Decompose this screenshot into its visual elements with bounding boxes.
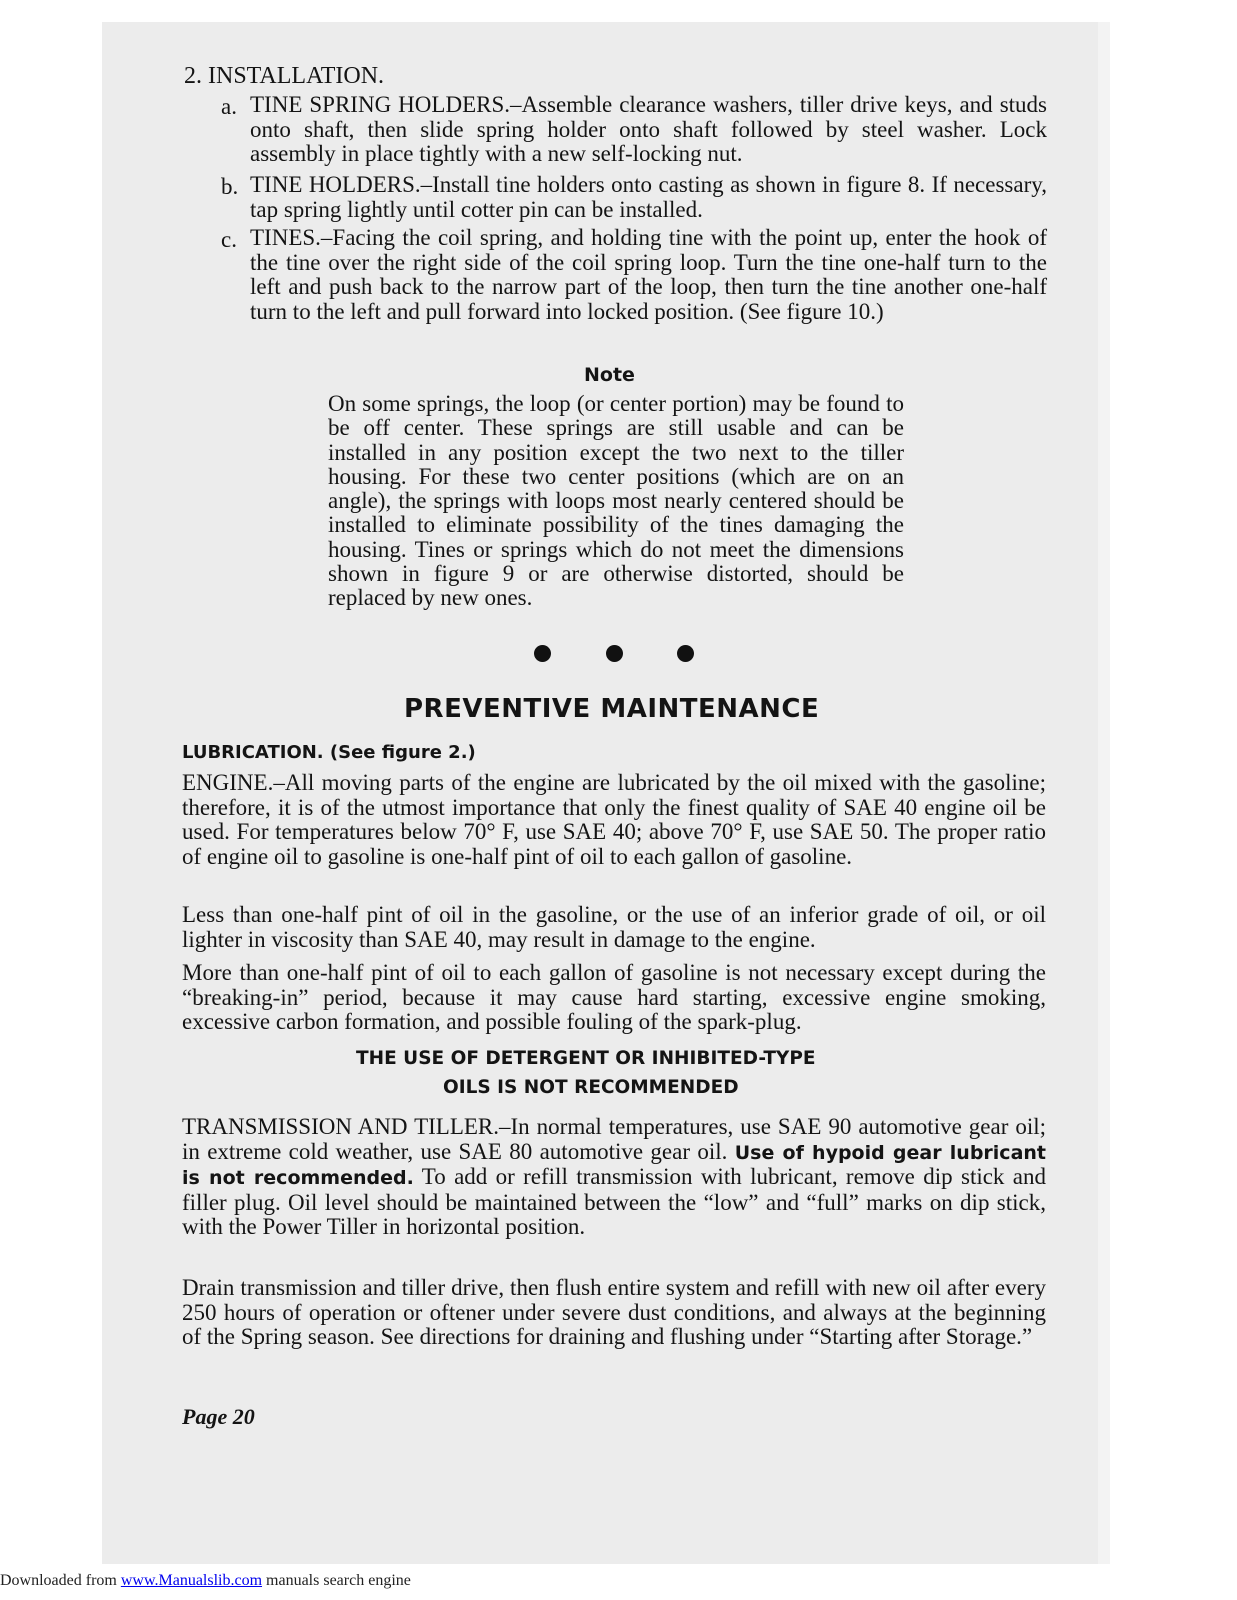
note-text: On some springs, the loop (or center portion) may be found to be off center. These springs are still usable and can be installed in any position except the two next to the tiller housing. For these two center positions (which are on an angle), the springs with loops most nearly centered should be installed to eliminate possibility of the tines damaging the housing. Tines or springs which do not meet the dimensions shown in figure 9 or are otherwise distorted, should be replaced by new ones. bbox=[328, 391, 904, 611]
download-footer bbox=[0, 1572, 411, 1590]
transmission-text-start: TRANSMISSION AND TILLER.–In normal temperatures, use SAE 90 automotive gear oil; in extreme cold weather, use SAE 80 automotive gear oil. bbox=[182, 1114, 1046, 1164]
item-b-label: b. bbox=[221, 174, 239, 199]
footer-prefix: Downloaded from bbox=[0, 1572, 121, 1589]
more-oil-paragraph: More than one-half pint of oil to each gallon of gasoline is not necessary except during the “breaking-in” period, because it may cause hard starting, excessive engine smoking, excessive carbon formation, and possible fouling of the spark-plug. bbox=[182, 960, 1046, 1034]
item-a-text: TINE SPRING HOLDERS.–Assemble clearance washers, tiller drive keys, and studs onto shaft, then slide spring holder onto shaft followed by steel washer. Lock assembly in place tightly with a new self-locking nut. bbox=[250, 92, 1047, 166]
subsection-heading: LUBRICATION. (See figure 2.) bbox=[182, 742, 476, 763]
page-edge bbox=[1098, 22, 1110, 1564]
transmission-paragraph bbox=[182, 1115, 1046, 1240]
transmission-bold-warning: Use of hypoid gear lubricant is not recommended. bbox=[182, 1141, 1047, 1189]
transmission-text-end: To add or refill transmission with lubricant, remove dip stick and filler plug. Oil level should be maintained between the “low” and “full” marks on dip stick, with the Power Tiller in horizontal position. bbox=[182, 1164, 1046, 1239]
engine-paragraph: ENGINE.–All moving parts of the engine are lubricated by the oil mixed with the gasoline; therefore, it is of the utmost importance that only the finest quality of SAE 40 engine oil be used. For temperatures below 70° F, use SAE 40; above 70° F, use SAE 50. The proper ratio of engine oil to gasoline is one-half pint of oil to each gallon of gasoline. bbox=[182, 770, 1046, 869]
page-number: Page 20 bbox=[182, 1404, 255, 1429]
item-c-label: c. bbox=[221, 227, 237, 252]
manualslib-link[interactable]: www.Manualslib.com bbox=[120, 1572, 263, 1589]
drain-paragraph: Drain transmission and tiller drive, then flush entire system and refill with new oil after every 250 hours of operation or oftener under severe dust conditions, and always at the beginning of the Spring season. See directions for draining and flushing under “Starting after Storage.” bbox=[182, 1275, 1046, 1349]
footer-suffix: manuals search engine bbox=[262, 1572, 411, 1589]
note-heading: Note bbox=[584, 364, 635, 386]
warning-line-1: THE USE OF DETERGENT OR INHIBITED-TYPE bbox=[356, 1048, 816, 1069]
section-title: PREVENTIVE MAINTENANCE bbox=[404, 694, 820, 724]
item-a-label: a. bbox=[221, 94, 237, 119]
separator-dot bbox=[606, 645, 623, 662]
item-b-text: TINE HOLDERS.–Install tine holders onto casting as shown in figure 8. If necessary, tap spring lightly until cotter pin can be installed. bbox=[250, 172, 1047, 222]
warning-line-2: OILS IS NOT RECOMMENDED bbox=[443, 1077, 739, 1098]
less-oil-paragraph: Less than one-half pint of oil in the gasoline, or the use of an inferior grade of oil, or oil lighter in viscosity than SAE 40, may result in damage to the engine. bbox=[182, 902, 1046, 952]
item-c-text: TINES.–Facing the coil spring, and holding tine with the point up, enter the hook of the tine over the right side of the coil spring loop. Turn the tine one-half turn to the left and push back to the narrow part of the loop, then turn the tine another one-half turn to the left and pull forward into locked position. (See figure 10.) bbox=[250, 225, 1047, 324]
separator-dot bbox=[534, 645, 551, 662]
section-heading: 2. INSTALLATION. bbox=[184, 63, 385, 89]
separator-dot bbox=[677, 645, 694, 662]
